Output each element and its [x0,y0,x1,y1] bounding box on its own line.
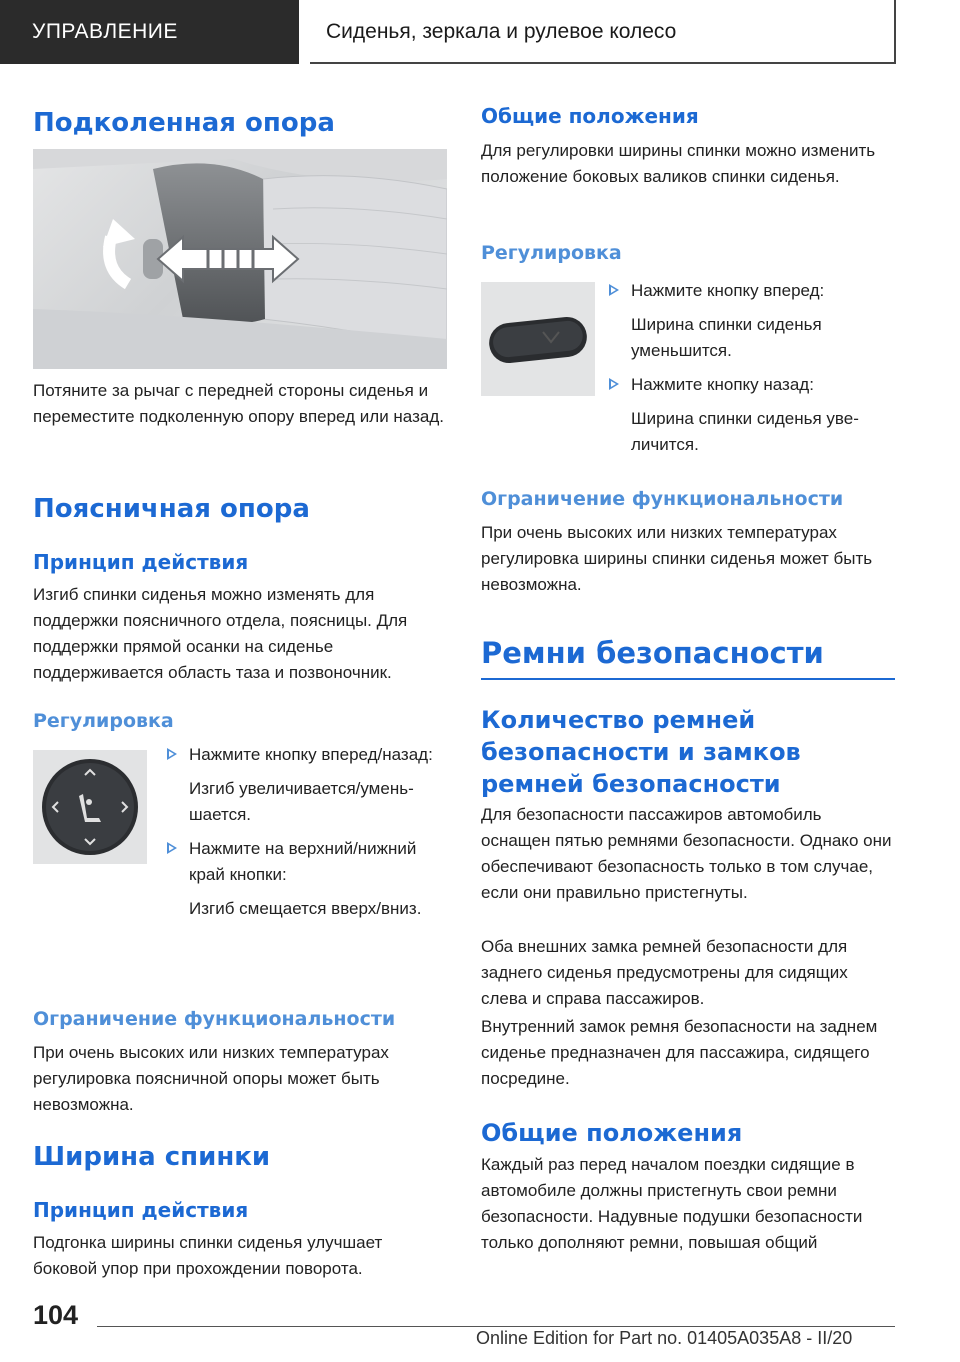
knee-support-photo [33,149,447,369]
width-adjust-heading: Регулировка [481,242,622,264]
width-step-2-result: Ширина спинки сиденья увеличится. [631,409,859,454]
lumbar-limit-heading: Ограничение функциональности [33,1008,396,1030]
width-principle-heading: Принцип действия [33,1198,249,1222]
width-button-photo [481,282,595,396]
section-tab: УПРАВЛЕНИЕ [0,0,299,64]
lumbar-step-1 [167,742,447,768]
lumbar-steps [167,742,447,922]
step-arrow-icon [609,284,619,296]
backrest-width-heading: Ширина спинки [33,1142,271,1172]
lumbar-step-1-result: Изгиб увеличивается/уменьшается. [189,779,414,824]
lumbar-step-1-text: Нажмите кнопку вперед/назад: [189,745,433,764]
lumbar-principle-heading: Принцип действия [33,550,249,574]
lumbar-adjust-heading: Регулировка [33,710,174,732]
edition-note: Online Edition for Part no. 01405A035A8 - II/20 [476,1328,853,1348]
belts-count-heading: Количество ремней безопасности и замков ремней безопасности [481,706,801,798]
knee-support-text: Потяните за рычаг с передней стороны сиденья и переместите подколенную опору вперед или назад. [33,381,444,426]
lumbar-limit-text: При очень высоких или низких температурах регулировка поясничной опоры может быть невозможна. [33,1043,389,1114]
page-number: 104 [33,1300,79,1330]
knee-support-heading: Подколенная опора [33,108,335,138]
width-general-heading: Общие положения [481,104,699,128]
width-principle-text: Подгонка ширины спинки сиденья улучшает боковой упор при прохождении поворота. [33,1233,383,1278]
lumbar-step-2-result: Изгиб смещается вверх/вниз. [189,899,422,918]
footer-divider [97,1326,895,1327]
step-arrow-icon [167,748,177,760]
belts-general-heading: Общие положения [481,1119,743,1147]
width-general-text: Для регулировки ширины спинки можно изменить положение боковых валиков спинки сиденья. [481,141,876,186]
width-steps [609,278,895,458]
width-limit-heading: Ограничение функциональности [481,488,844,510]
belts-general-text: Каждый раз перед началом поездки сидящие в автомобиле должны пристегнуть свои ремни безопасности. Надувные подушки безопасности только дополняют ремни, повышая общий [481,1155,863,1252]
seat-belts-heading: Ремни безопасности [481,634,895,680]
width-step-2 [609,372,895,398]
page-footer [0,1290,960,1362]
width-limit-text: При очень высоких или низких температурах регулировка ширины спинки сиденья может быть невозможна. [481,523,873,594]
lumbar-control-knob [33,750,147,864]
lumbar-step-2 [167,836,447,888]
knee-support-illustration [33,149,447,369]
width-step-1 [609,278,895,304]
belts-count-para-1: Для безопасности пассажиров автомобиль оснащен пятью ремнями безопасности. Однако они обеспечивают безопасность только в том случае, если они правильно пристегнуты. [481,805,892,902]
step-arrow-icon [609,378,619,390]
chapter-title: Сиденья, зеркала и рулевое колесо [310,0,896,64]
width-control-button [481,282,595,396]
page-header [0,0,960,66]
width-step-1-text: Нажмите кнопку вперед: [631,281,825,300]
width-step-2-text: Нажмите кнопку назад: [631,375,814,394]
belts-count-para-2: Оба внешних замка ремней безопасности для заднего сиденья предусмотрены для сидящих слева и справа пассажиров. [481,937,848,1008]
lumbar-button-photo [33,750,147,864]
lumbar-support-heading: Поясничная опора [33,494,310,524]
step-arrow-icon [167,842,177,854]
lumbar-principle-text: Изгиб спинки сиденья можно изменять для поддержки поясничного отдела, поясницы. Для поддержки прямой осанки на сиденье поддерживается область таза и позвоночник. [33,585,408,682]
belts-count-para-3: Внутренний замок ремня безопасности на заднем сиденье предназначен для пассажира, сидящего посредине. [481,1017,878,1088]
lumbar-step-2-text: Нажмите на верхний/нижний край кнопки: [189,839,417,884]
width-step-1-result: Ширина спинки сиденья уменьшится. [631,315,822,360]
